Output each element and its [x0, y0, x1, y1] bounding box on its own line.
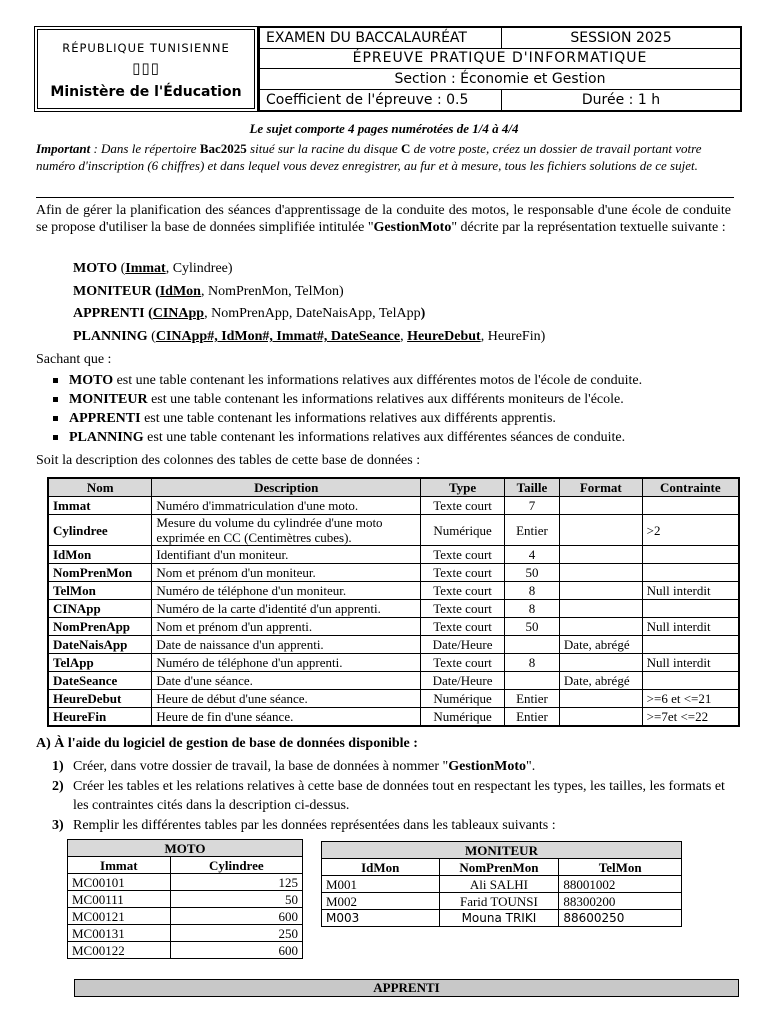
step-text-end: ".	[526, 759, 536, 774]
schema-apprenti-rest: , NomPrenApp, DateNaisApp, TelApp	[204, 306, 421, 321]
table-cell: MC00122	[68, 942, 171, 959]
schema-moto-rest: , Cylindree)	[165, 261, 233, 276]
table-cell: Entier	[505, 515, 560, 546]
table-cell	[559, 515, 642, 546]
header-exam-box	[258, 26, 742, 112]
table-cell: NomPrenApp	[48, 618, 152, 636]
db-name: GestionMoto	[373, 219, 452, 235]
col-header: NomPrenMon	[439, 859, 559, 876]
description-table	[47, 477, 740, 727]
notice-text-c: de votre poste, créez un dossier de travail portant votre numéro d'inscription (6 chiffres) et dans lequel vous devez enregistrer, au fur et à mesure, tous les fichiers solutions de ce sujet.	[36, 141, 702, 173]
table-cell	[559, 708, 642, 727]
table-cell: Texte court	[421, 600, 505, 618]
table-cell: 250	[170, 925, 302, 942]
bullet-name: MOTO	[69, 373, 114, 388]
table-cell	[559, 564, 642, 582]
bullet-name: MONITEUR	[69, 392, 148, 407]
moto-caption: MOTO	[68, 840, 303, 857]
table-cell: Texte court	[421, 582, 505, 600]
table-cell: Texte court	[421, 546, 505, 564]
table-row	[48, 546, 739, 564]
table-cell: Mesure du volume du cylindrée d'une moto exprimée en CC (Centimètres cubes).	[152, 515, 421, 546]
table-cell: MC00111	[68, 891, 171, 908]
exam-title: EXAMEN DU BACCALAURÉAT	[260, 28, 502, 48]
bullet-text: est une table contenant les informations relatives aux différentes séances de conduite.	[143, 430, 626, 445]
disk-name: C	[400, 141, 411, 156]
table-cell: 88300200	[559, 893, 682, 910]
bullet-square	[53, 397, 58, 402]
step-text: Remplir les différentes tables par les données représentées dans les tableaux suivants :	[73, 817, 556, 833]
bullet-item	[50, 371, 740, 390]
table-cell: Ali SALHI	[439, 876, 559, 893]
table-row	[48, 672, 739, 690]
table-cell: 7	[505, 497, 560, 515]
table-cell: 600	[170, 942, 302, 959]
table-cell: MC00131	[68, 925, 171, 942]
schema-planning: PLANNING (CINApp#, IdMon#, Immat#, DateSeance, HeureDebut, HeureFin)	[73, 329, 546, 344]
table-cell: Date/Heure	[421, 672, 505, 690]
intro-text-a: Afin de gérer la planification des séances d'apprentissage de la conduite des motos, le responsable d'une école de conduite se propose d'utiliser la base de données simplifiée intitulée "	[36, 203, 731, 235]
table-cell: Date, abrégé	[559, 672, 642, 690]
bullet-name: PLANNING	[69, 430, 144, 445]
col-header: Taille	[505, 478, 560, 497]
table-cell: DateNaisApp	[48, 636, 152, 654]
emblem-glyph: ▯▯▯	[132, 59, 160, 77]
exam-row	[260, 28, 740, 49]
schema-planning-rest: , HeureFin)	[480, 329, 546, 344]
soit-label: Soit la description des colonnes des tables de cette base de données :	[36, 453, 421, 468]
table-cell: >2	[642, 515, 739, 546]
table-bullets	[50, 371, 740, 447]
table-cell: 88001002	[559, 876, 682, 893]
bullet-item	[50, 390, 740, 409]
header-institution-box	[34, 26, 258, 112]
sachant-label: Sachant que :	[36, 352, 112, 367]
schema-moto-table: MOTO	[73, 261, 118, 276]
table-row	[48, 708, 739, 727]
intro-paragraph	[36, 203, 731, 236]
table-cell: TelApp	[48, 654, 152, 672]
table-cell: Texte court	[421, 497, 505, 515]
schema-planning-table: PLANNING	[73, 329, 148, 344]
table-cell: 125	[170, 874, 302, 891]
schema-apprenti: APPRENTI (CINApp, NomPrenApp, DateNaisApp, TelApp)	[73, 306, 426, 321]
table-row	[48, 636, 739, 654]
country-label: RÉPUBLIQUE TUNISIENNE	[62, 41, 230, 55]
table-cell: 50	[170, 891, 302, 908]
step-number: 3)	[52, 817, 64, 833]
col-header: TelMon	[559, 859, 682, 876]
section-row	[260, 68, 740, 90]
table-cell: Numérique	[421, 690, 505, 708]
table-cell: Identifiant d'un moniteur.	[152, 546, 421, 564]
table-row	[322, 910, 682, 927]
col-header: Cylindree	[170, 857, 302, 874]
table-header-row	[48, 478, 739, 497]
table-cell: Entier	[505, 708, 560, 727]
step-number: 1)	[52, 759, 64, 774]
table-cell: 8	[505, 600, 560, 618]
table-cell: Farid TOUNSI	[439, 893, 559, 910]
table-row	[48, 600, 739, 618]
bullet-name: APPRENTI	[69, 411, 141, 426]
table-cell: Numéro d'immatriculation d'une moto.	[152, 497, 421, 515]
schema-apprenti-key: CINApp	[152, 306, 205, 321]
step-item	[52, 777, 742, 816]
step-item	[52, 757, 742, 777]
table-cell: Null interdit	[642, 654, 739, 672]
table-row	[48, 582, 739, 600]
table-cell	[505, 672, 560, 690]
col-header: IdMon	[322, 859, 440, 876]
moniteur-caption: MONITEUR	[322, 842, 682, 859]
table-cell: Heure de fin d'une séance.	[152, 708, 421, 727]
table-row	[48, 497, 739, 515]
table-cell	[642, 672, 739, 690]
table-cell: Numéro de la carte d'identité d'un apprenti.	[152, 600, 421, 618]
table-row	[68, 908, 303, 925]
table-cell: 600	[170, 908, 302, 925]
table-row	[68, 874, 303, 891]
table-cell: 8	[505, 582, 560, 600]
table-cell: Mouna TRIKI	[439, 910, 559, 927]
table-cell: MC00121	[68, 908, 171, 925]
table-cell: Numérique	[421, 515, 505, 546]
schema-planning-key-last: HeureDebut	[407, 329, 481, 344]
table-cell: Null interdit	[642, 582, 739, 600]
coefficient-label: Coefficient de l'épreuve : 0.5	[260, 89, 502, 110]
schema-moto-key: Immat	[125, 261, 166, 276]
table-row	[68, 942, 303, 959]
moto-data-table	[67, 839, 303, 959]
step-text: Créer, dans votre dossier de travail, la base de données à nommer "	[73, 759, 449, 774]
coef-row	[260, 89, 740, 110]
table-cell: HeureFin	[48, 708, 152, 727]
table-cell: M003	[322, 910, 440, 927]
table-cell	[559, 600, 642, 618]
table-cell	[642, 600, 739, 618]
table-cell: Entier	[505, 690, 560, 708]
table-cell: 88600250	[559, 910, 682, 927]
divider	[36, 197, 734, 198]
table-row	[68, 891, 303, 908]
table-cell: >=7et <=22	[642, 708, 739, 727]
table-row	[322, 876, 682, 893]
table-cell: CINApp	[48, 600, 152, 618]
section-label: Section : Économie et Gestion	[394, 70, 606, 87]
table-cell: Date, abrégé	[559, 636, 642, 654]
step-text: Créer les tables et les relations relatives à cette base de données tout en respectant les types, les tailles, les formats et les contraintes cités dans la description ci-dessus.	[73, 778, 725, 813]
table-cell: 8	[505, 654, 560, 672]
table-cell: >=6 et <=21	[642, 690, 739, 708]
table-cell: Date de naissance d'un apprenti.	[152, 636, 421, 654]
table-cell	[559, 690, 642, 708]
table-row	[68, 925, 303, 942]
col-header: Contrainte	[642, 478, 739, 497]
table-cell: Texte court	[421, 618, 505, 636]
table-cell: Nom et prénom d'un apprenti.	[152, 618, 421, 636]
table-cell: Nom et prénom d'un moniteur.	[152, 564, 421, 582]
table-cell: MC00101	[68, 874, 171, 891]
table-row	[48, 564, 739, 582]
schema-planning-keys: CINApp#, IdMon#, Immat#, DateSeance	[155, 329, 401, 344]
table-cell	[642, 636, 739, 654]
table-cell: 4	[505, 546, 560, 564]
bullet-text: est une table contenant les informations relatives aux différentes motos de l'école de conduite.	[113, 373, 643, 388]
table-row	[48, 618, 739, 636]
table-cell	[559, 497, 642, 515]
table-cell: Texte court	[421, 564, 505, 582]
bullet-square	[53, 416, 58, 421]
bullet-square	[53, 435, 58, 440]
col-header: Immat	[68, 857, 171, 874]
table-cell	[559, 546, 642, 564]
epreuve-title: ÉPREUVE PRATIQUE D'INFORMATIQUE	[352, 50, 648, 66]
table-cell: Texte court	[421, 654, 505, 672]
bullet-item	[50, 409, 740, 428]
bullet-square	[53, 378, 58, 383]
schema-moniteur-key: IdMon	[159, 284, 201, 299]
ministry-label: Ministère de l'Éducation	[50, 84, 242, 100]
step-number: 2)	[52, 778, 64, 794]
table-cell	[642, 497, 739, 515]
schema-moniteur-rest: , NomPrenMon, TelMon)	[200, 284, 344, 299]
folder-name: Bac2025	[199, 141, 247, 156]
epreuve-row	[260, 48, 740, 69]
pages-notice: Le sujet comporte 4 pages numérotées de 1/4 à 4/4	[249, 121, 519, 136]
bullet-text: est une table contenant les informations relatives aux différents apprentis.	[140, 411, 556, 426]
table-cell: DateSeance	[48, 672, 152, 690]
duree-label: Durée : 1 h	[581, 91, 661, 108]
table-cell	[559, 582, 642, 600]
col-header: Nom	[48, 478, 152, 497]
table-cell	[559, 618, 642, 636]
table-row	[322, 893, 682, 910]
table-row	[48, 690, 739, 708]
bullet-item	[50, 428, 740, 447]
table-row	[48, 654, 739, 672]
table-cell	[642, 564, 739, 582]
table-cell	[642, 546, 739, 564]
table-cell: Numéro de téléphone d'un moniteur.	[152, 582, 421, 600]
table-cell: Null interdit	[642, 618, 739, 636]
col-header: Format	[559, 478, 642, 497]
table-cell: Date d'une séance.	[152, 672, 421, 690]
apprenti-caption: APPRENTI	[74, 979, 739, 997]
col-header: Description	[152, 478, 421, 497]
step-item	[52, 816, 742, 836]
table-cell	[505, 636, 560, 654]
table-cell: Date/Heure	[421, 636, 505, 654]
schema-moto: MOTO (Immat, Cylindree)	[73, 261, 233, 276]
table-cell: Immat	[48, 497, 152, 515]
schema-apprenti-table: APPRENTI	[73, 306, 145, 321]
notice-text-a: : Dans le répertoire	[90, 141, 200, 156]
steps-list	[52, 757, 742, 835]
table-cell: TelMon	[48, 582, 152, 600]
col-header: Type	[421, 478, 505, 497]
table-cell	[559, 654, 642, 672]
schema-moniteur-table: MONITEUR	[73, 284, 152, 299]
table-cell: 50	[505, 618, 560, 636]
important-notice	[36, 141, 731, 174]
table-row	[48, 515, 739, 546]
session-label: SESSION 2025	[570, 30, 672, 46]
table-cell: IdMon	[48, 546, 152, 564]
table-cell: HeureDebut	[48, 690, 152, 708]
intro-text-b: " décrite par la représentation textuelle suivante :	[451, 219, 726, 235]
table-cell: M002	[322, 893, 440, 910]
schema-moniteur: MONITEUR (IdMon, NomPrenMon, TelMon)	[73, 284, 344, 299]
table-cell: NomPrenMon	[48, 564, 152, 582]
important-label: Important	[36, 141, 91, 156]
notice-text-b: situé sur la racine du disque	[246, 141, 401, 156]
table-cell: Heure de début d'une séance.	[152, 690, 421, 708]
step-bold: GestionMoto	[448, 759, 527, 774]
table-cell: Cylindree	[48, 515, 152, 546]
table-cell: Numéro de téléphone d'un apprenti.	[152, 654, 421, 672]
moniteur-data-table	[321, 841, 682, 927]
table-cell: M001	[322, 876, 440, 893]
bullet-text: est une table contenant les informations relatives aux différents moniteurs de l'école.	[147, 392, 624, 407]
table-cell: 50	[505, 564, 560, 582]
part-a-title: A) À l'aide du logiciel de gestion de base de données disponible :	[36, 736, 418, 751]
table-cell: Numérique	[421, 708, 505, 727]
